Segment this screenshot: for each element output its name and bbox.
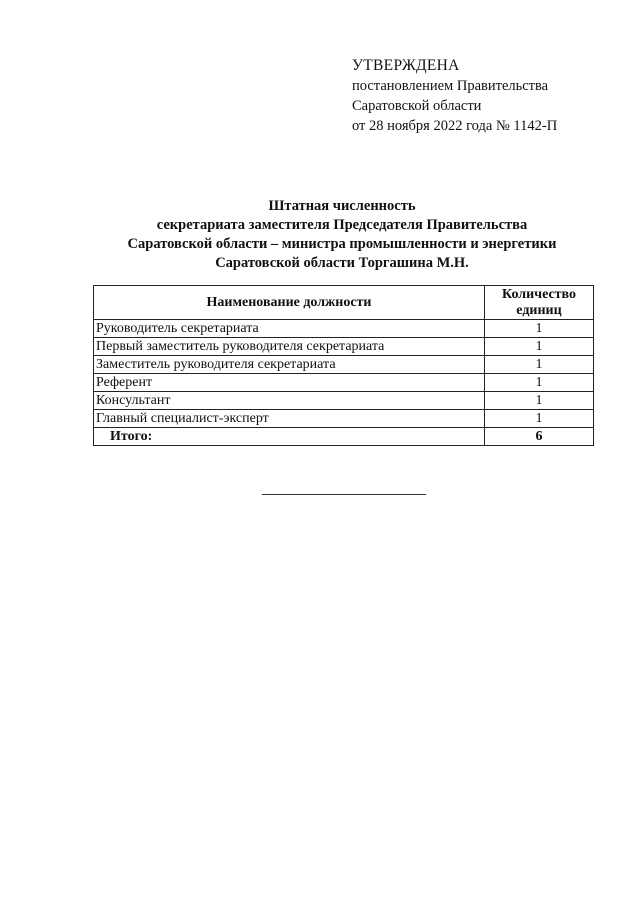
title-line-2: секретариата заместителя Председателя Правительства bbox=[156, 217, 528, 233]
table-row bbox=[94, 338, 594, 356]
table-row bbox=[94, 320, 594, 338]
position-cell: Руководитель секретариата bbox=[94, 320, 485, 338]
count-cell: 1 bbox=[485, 374, 594, 392]
count-cell: 1 bbox=[485, 392, 594, 410]
table-header-row bbox=[94, 286, 594, 320]
count-cell: 1 bbox=[485, 410, 594, 428]
total-row bbox=[94, 428, 594, 446]
approval-block bbox=[352, 56, 612, 136]
document-end-divider bbox=[262, 494, 426, 495]
total-label: Итого: bbox=[94, 428, 485, 446]
header-position-name: Наименование должности bbox=[94, 286, 485, 320]
approval-line-1: постановлением Правительства bbox=[352, 78, 549, 94]
title-line-3: Саратовской области – министра промышленности и энергетики bbox=[127, 236, 557, 252]
approval-line-2: Саратовской области bbox=[352, 98, 482, 114]
table-row bbox=[94, 410, 594, 428]
table-row bbox=[94, 356, 594, 374]
approval-line-3: от 28 ноября 2022 года № 1142-П bbox=[352, 118, 558, 134]
position-cell: Главный специалист-эксперт bbox=[94, 410, 485, 428]
position-cell: Референт bbox=[94, 374, 485, 392]
header-count-line-2: единиц bbox=[516, 302, 562, 318]
total-value: 6 bbox=[485, 428, 594, 446]
position-cell: Заместитель руководителя секретариата bbox=[94, 356, 485, 374]
document-title bbox=[60, 197, 624, 273]
title-line-1: Штатная численность bbox=[268, 198, 416, 214]
position-cell: Консультант bbox=[94, 392, 485, 410]
position-cell: Первый заместитель руководителя секретариата bbox=[94, 338, 485, 356]
count-cell: 1 bbox=[485, 320, 594, 338]
header-count-line-1: Количество bbox=[501, 286, 577, 302]
header-unit-count bbox=[485, 286, 594, 320]
title-line-4: Саратовской области Торгашина М.Н. bbox=[215, 255, 469, 271]
table-row bbox=[94, 374, 594, 392]
approval-stamp: УТВЕРЖДЕНА bbox=[352, 57, 460, 74]
count-cell: 1 bbox=[485, 356, 594, 374]
table-row bbox=[94, 392, 594, 410]
count-cell: 1 bbox=[485, 338, 594, 356]
staff-table bbox=[93, 285, 594, 446]
